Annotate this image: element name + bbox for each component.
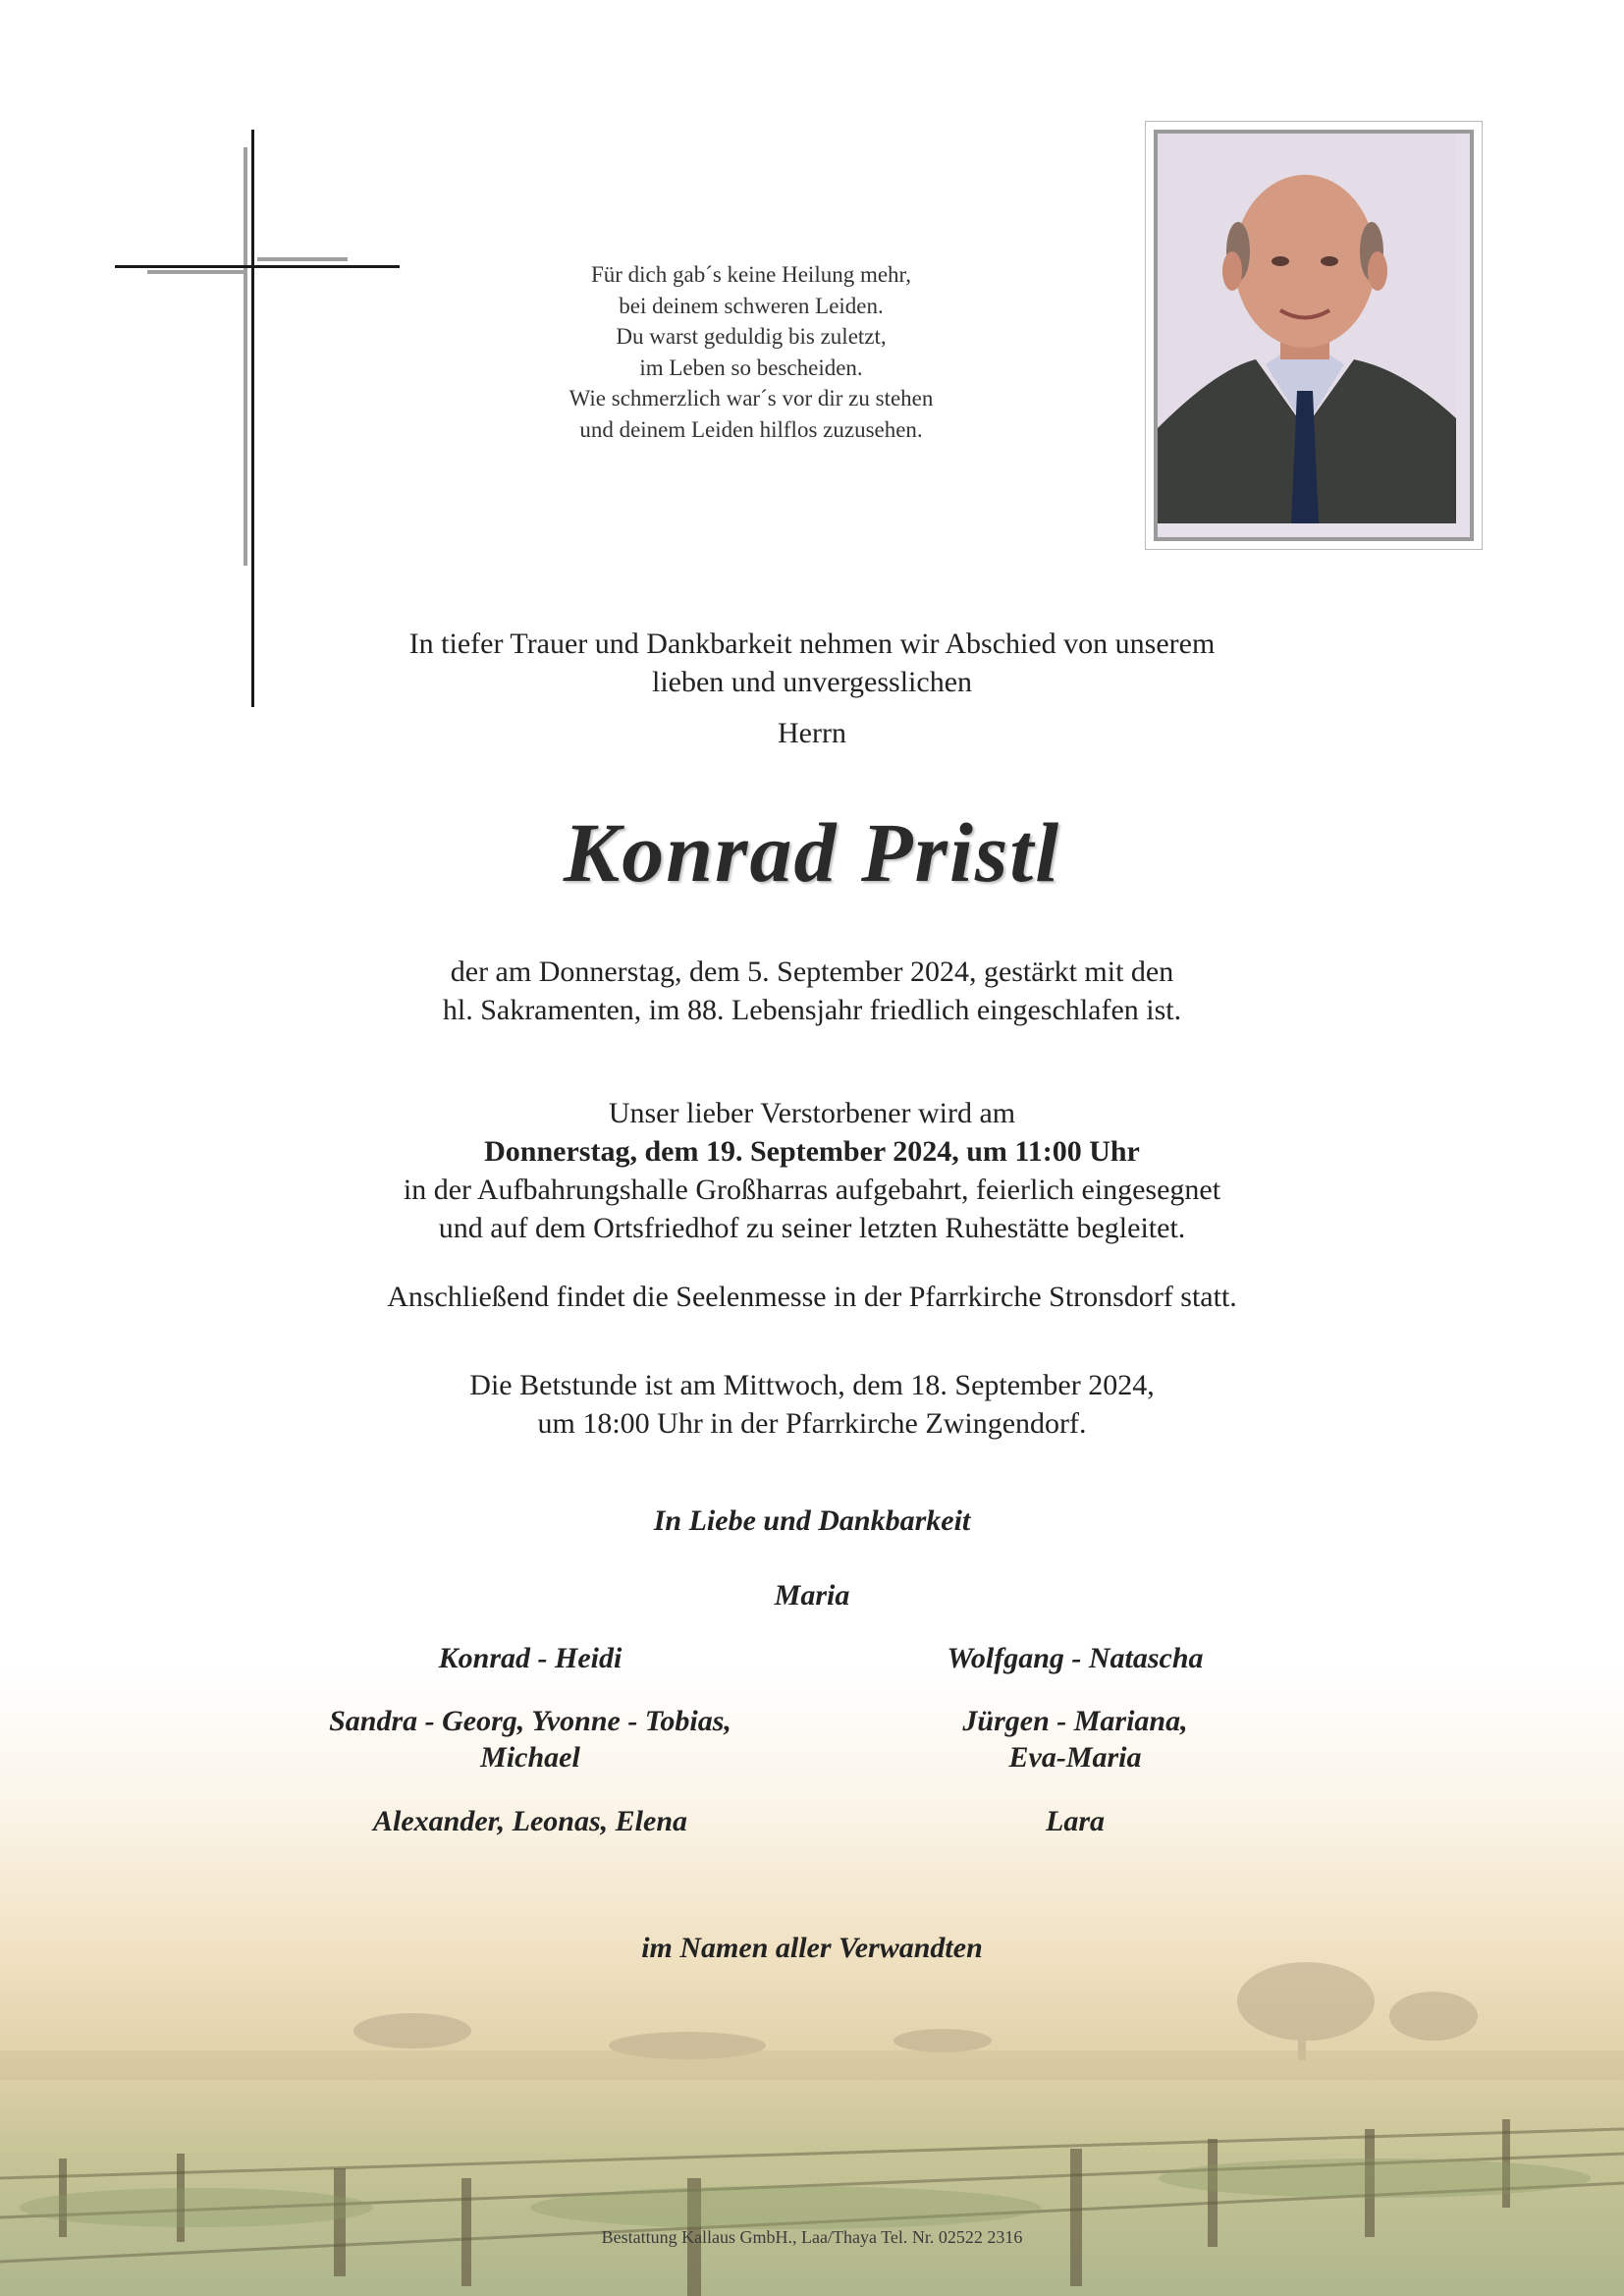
poem-line: Wie schmerzlich war´s vor dir zu stehen bbox=[568, 386, 934, 410]
funeral-line-3: in der Aufbahrungshalle Großharras aufgebahrt, feierlich eingesegnet bbox=[403, 1174, 1221, 1206]
funeral-details bbox=[0, 1094, 1624, 1247]
mourner-grandchildren-left bbox=[236, 1703, 825, 1776]
mourner-grandchildren-right-line-1: Jürgen - Mariana, bbox=[962, 1705, 1188, 1737]
poem-line: Für dich gab´s keine Heilung mehr, bbox=[590, 262, 912, 287]
mourner-grandchildren-left-line-1: Sandra - Georg, Yvonne - Tobias, bbox=[329, 1705, 731, 1737]
cross-icon bbox=[0, 0, 412, 717]
poem-line: bei deinem schweren Leiden. bbox=[619, 293, 884, 318]
death-notice-line-2: hl. Sakramenten, im 88. Lebensjahr friedlich eingeschlafen ist. bbox=[442, 994, 1182, 1026]
funeral-date: Donnerstag, dem 19. September 2024, um 11:00 Uhr bbox=[484, 1135, 1140, 1168]
mourner-great-grandchildren-left: Alexander, Leonas, Elena bbox=[372, 1805, 688, 1837]
death-notice bbox=[0, 953, 1624, 1029]
mourners-heading: In Liebe und Dankbarkeit bbox=[653, 1504, 971, 1537]
intro-line-2: lieben und unvergesslichen bbox=[651, 666, 973, 698]
mourner-children-left: Konrad - Heidi bbox=[438, 1642, 623, 1674]
salutation: Herrn bbox=[778, 717, 846, 749]
intro-line-1: In tiefer Trauer und Dankbarkeit nehmen wir Abschied von unserem bbox=[408, 628, 1216, 660]
prayer-notice bbox=[0, 1366, 1624, 1443]
mourners-closing: im Namen aller Verwandten bbox=[641, 1932, 983, 1964]
poem-line: und deinem Leiden hilflos zuzusehen. bbox=[579, 416, 923, 442]
poem-line: Du warst geduldig bis zuletzt, bbox=[616, 324, 887, 349]
mourner-children-right: Wolfgang - Natascha bbox=[947, 1642, 1204, 1674]
mourner-grandchildren-left-line-2: Michael bbox=[480, 1741, 580, 1774]
prayer-line-2: um 18:00 Uhr in der Pfarrkirche Zwingendorf. bbox=[537, 1407, 1087, 1440]
death-notice-line-1: der am Donnerstag, dem 5. September 2024, gestärkt mit den bbox=[450, 956, 1174, 988]
portrait-frame bbox=[1145, 121, 1483, 550]
mourner-grandchildren-right bbox=[781, 1703, 1370, 1776]
portrait-photo bbox=[1154, 130, 1474, 541]
mourner-spouse: Maria bbox=[774, 1579, 850, 1612]
poem-line: im Leben so bescheiden. bbox=[639, 355, 863, 380]
intro-text bbox=[0, 625, 1624, 701]
mourner-grandchildren-right-line-2: Eva-Maria bbox=[1008, 1741, 1142, 1774]
deceased-name: Konrad Pristl bbox=[563, 805, 1061, 900]
mass-notice: Anschließend findet die Seelenmesse in der Pfarrkirche Stronsdorf statt. bbox=[387, 1281, 1237, 1313]
poem bbox=[461, 259, 1041, 445]
mourner-great-grandchildren-right: Lara bbox=[1046, 1805, 1105, 1837]
prayer-line-1: Die Betstunde ist am Mittwoch, dem 18. September 2024, bbox=[469, 1369, 1155, 1401]
funeral-home-imprint: Bestattung Kallaus GmbH., Laa/Thaya Tel. Nr. 02522 2316 bbox=[601, 2227, 1023, 2247]
funeral-line-4: und auf dem Ortsfriedhof zu seiner letzten Ruhestätte begleitet. bbox=[438, 1212, 1186, 1244]
funeral-line-1: Unser lieber Verstorbener wird am bbox=[608, 1097, 1016, 1129]
